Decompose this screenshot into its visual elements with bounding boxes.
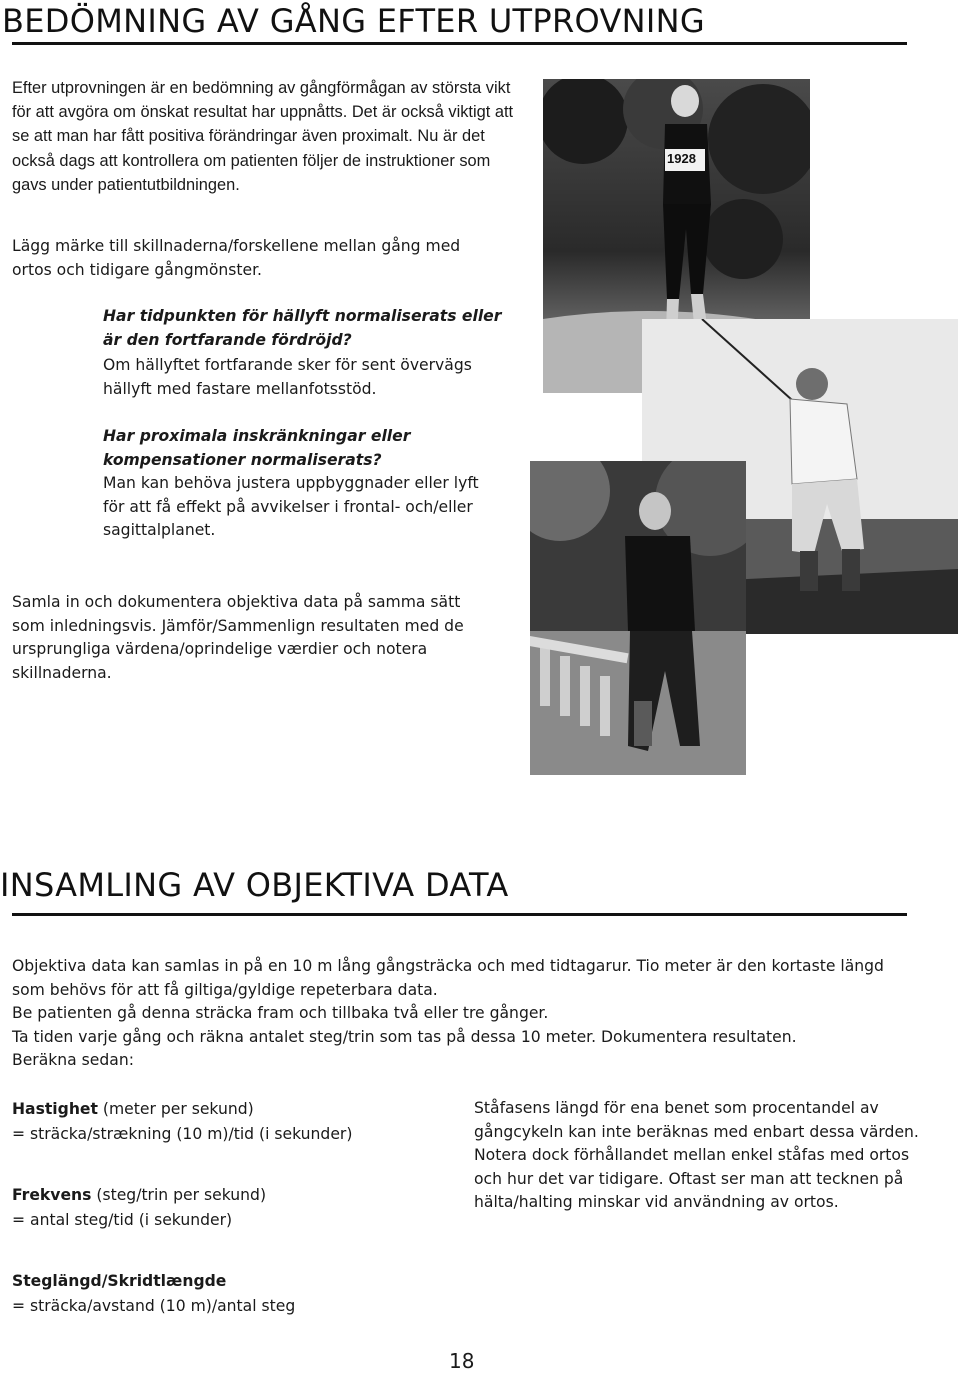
title-rule-1 [12, 42, 907, 45]
metric-formula: = sträcka/avstand (10 m)/antal steg [12, 1296, 296, 1315]
answer-heel-lift: Om hällyftet fortfarande sker för sent övervägs hällyft med fastare mellanfotsstöd. [103, 356, 472, 398]
intro-line: Objektiva data kan samlas in på en 10 m lång gångsträcka och med tidtagarur. Tio meter är den kortaste längd [12, 957, 884, 975]
metric-unit: (meter per sekund) [97, 1100, 254, 1118]
stance-phase-paragraph: Ståfasens längd för ena benet som procentandel av gångcykeln kan inte beräknas med enbart dessa värden. Notera dock förhållandet mellan enkel ståfas med ortos och hur det var tidigare. Oftast ser man att tecknen på hälta/halting minskar vid användning av ortos. [474, 1099, 919, 1212]
answer-proximal: Man kan behöva justera uppbyggnader eller lyft för att få effekt på avvikelser i frontal- och/eller sagittalplanet. [103, 474, 479, 540]
section-title-assessment: BEDÖMNING AV GÅNG EFTER UTPROVNING [2, 2, 705, 40]
metric-unit: (steg/trin per sekund) [91, 1186, 267, 1204]
objective-data-intro [12, 955, 912, 1073]
metric-term: Frekvens [12, 1186, 92, 1204]
metric-step-length [12, 1269, 295, 1318]
title-rule-2 [12, 913, 907, 916]
section-title-objective-data: INSAMLING AV OBJEKTIVA DATA [0, 866, 509, 904]
intro-line: Be patienten gå denna sträcka fram och tillbaka två eller tre gånger. [12, 1004, 549, 1023]
question-proximal: Har proximala inskränkningar eller kompensationer normaliserats? [103, 427, 411, 469]
note-paragraph: Lägg märke till skillnaderna/forskellene mellan gång med ortos och tidigare gångmönster. [12, 237, 461, 279]
stairs-walker-photo [530, 461, 746, 775]
metric-formula: = sträcka/strækning (10 m)/tid (i sekunder) [12, 1124, 353, 1143]
runner-bib-number: 1928 [667, 151, 696, 166]
metric-term: Hastighet [12, 1100, 98, 1118]
closing-paragraph: Samla in och dokumentera objektiva data på samma sätt som inledningsvis. Jämför/Sammenlign resultaten med de ursprungliga värdena/oprindelige værdier och notera skillnaderna. [12, 593, 464, 682]
page-number: 18 [449, 1349, 475, 1373]
intro-paragraph: Efter utprovningen är en bedömning av gångförmågan av största vikt för att avgöra om önskat resultat har uppnåtts. Det är också viktigt att se att man har fått positiva förändringar även proximalt. Nu är det också dags att kontrollera om patienten följer de instruktioner som gavs under patientutbildningen. [12, 79, 514, 194]
question-heel-lift: Har tidpunkten för hällyft normaliserats eller är den fortfarande fördröjd? [103, 307, 502, 349]
metric-term: Steglängd/Skridtlængde [12, 1272, 227, 1290]
metric-formula: = antal steg/tid (i sekunder) [12, 1210, 233, 1229]
metric-frequency [12, 1183, 266, 1232]
intro-line: som behövs för att få giltiga/gyldige repeterbara data. [12, 980, 438, 999]
metric-speed [12, 1097, 352, 1146]
intro-line: Ta tiden varje gång och räkna antalet steg/trin som tas på dessa 10 meter. Dokumentera resultaten. [12, 1027, 797, 1046]
intro-line: Beräkna sedan: [12, 1051, 134, 1070]
